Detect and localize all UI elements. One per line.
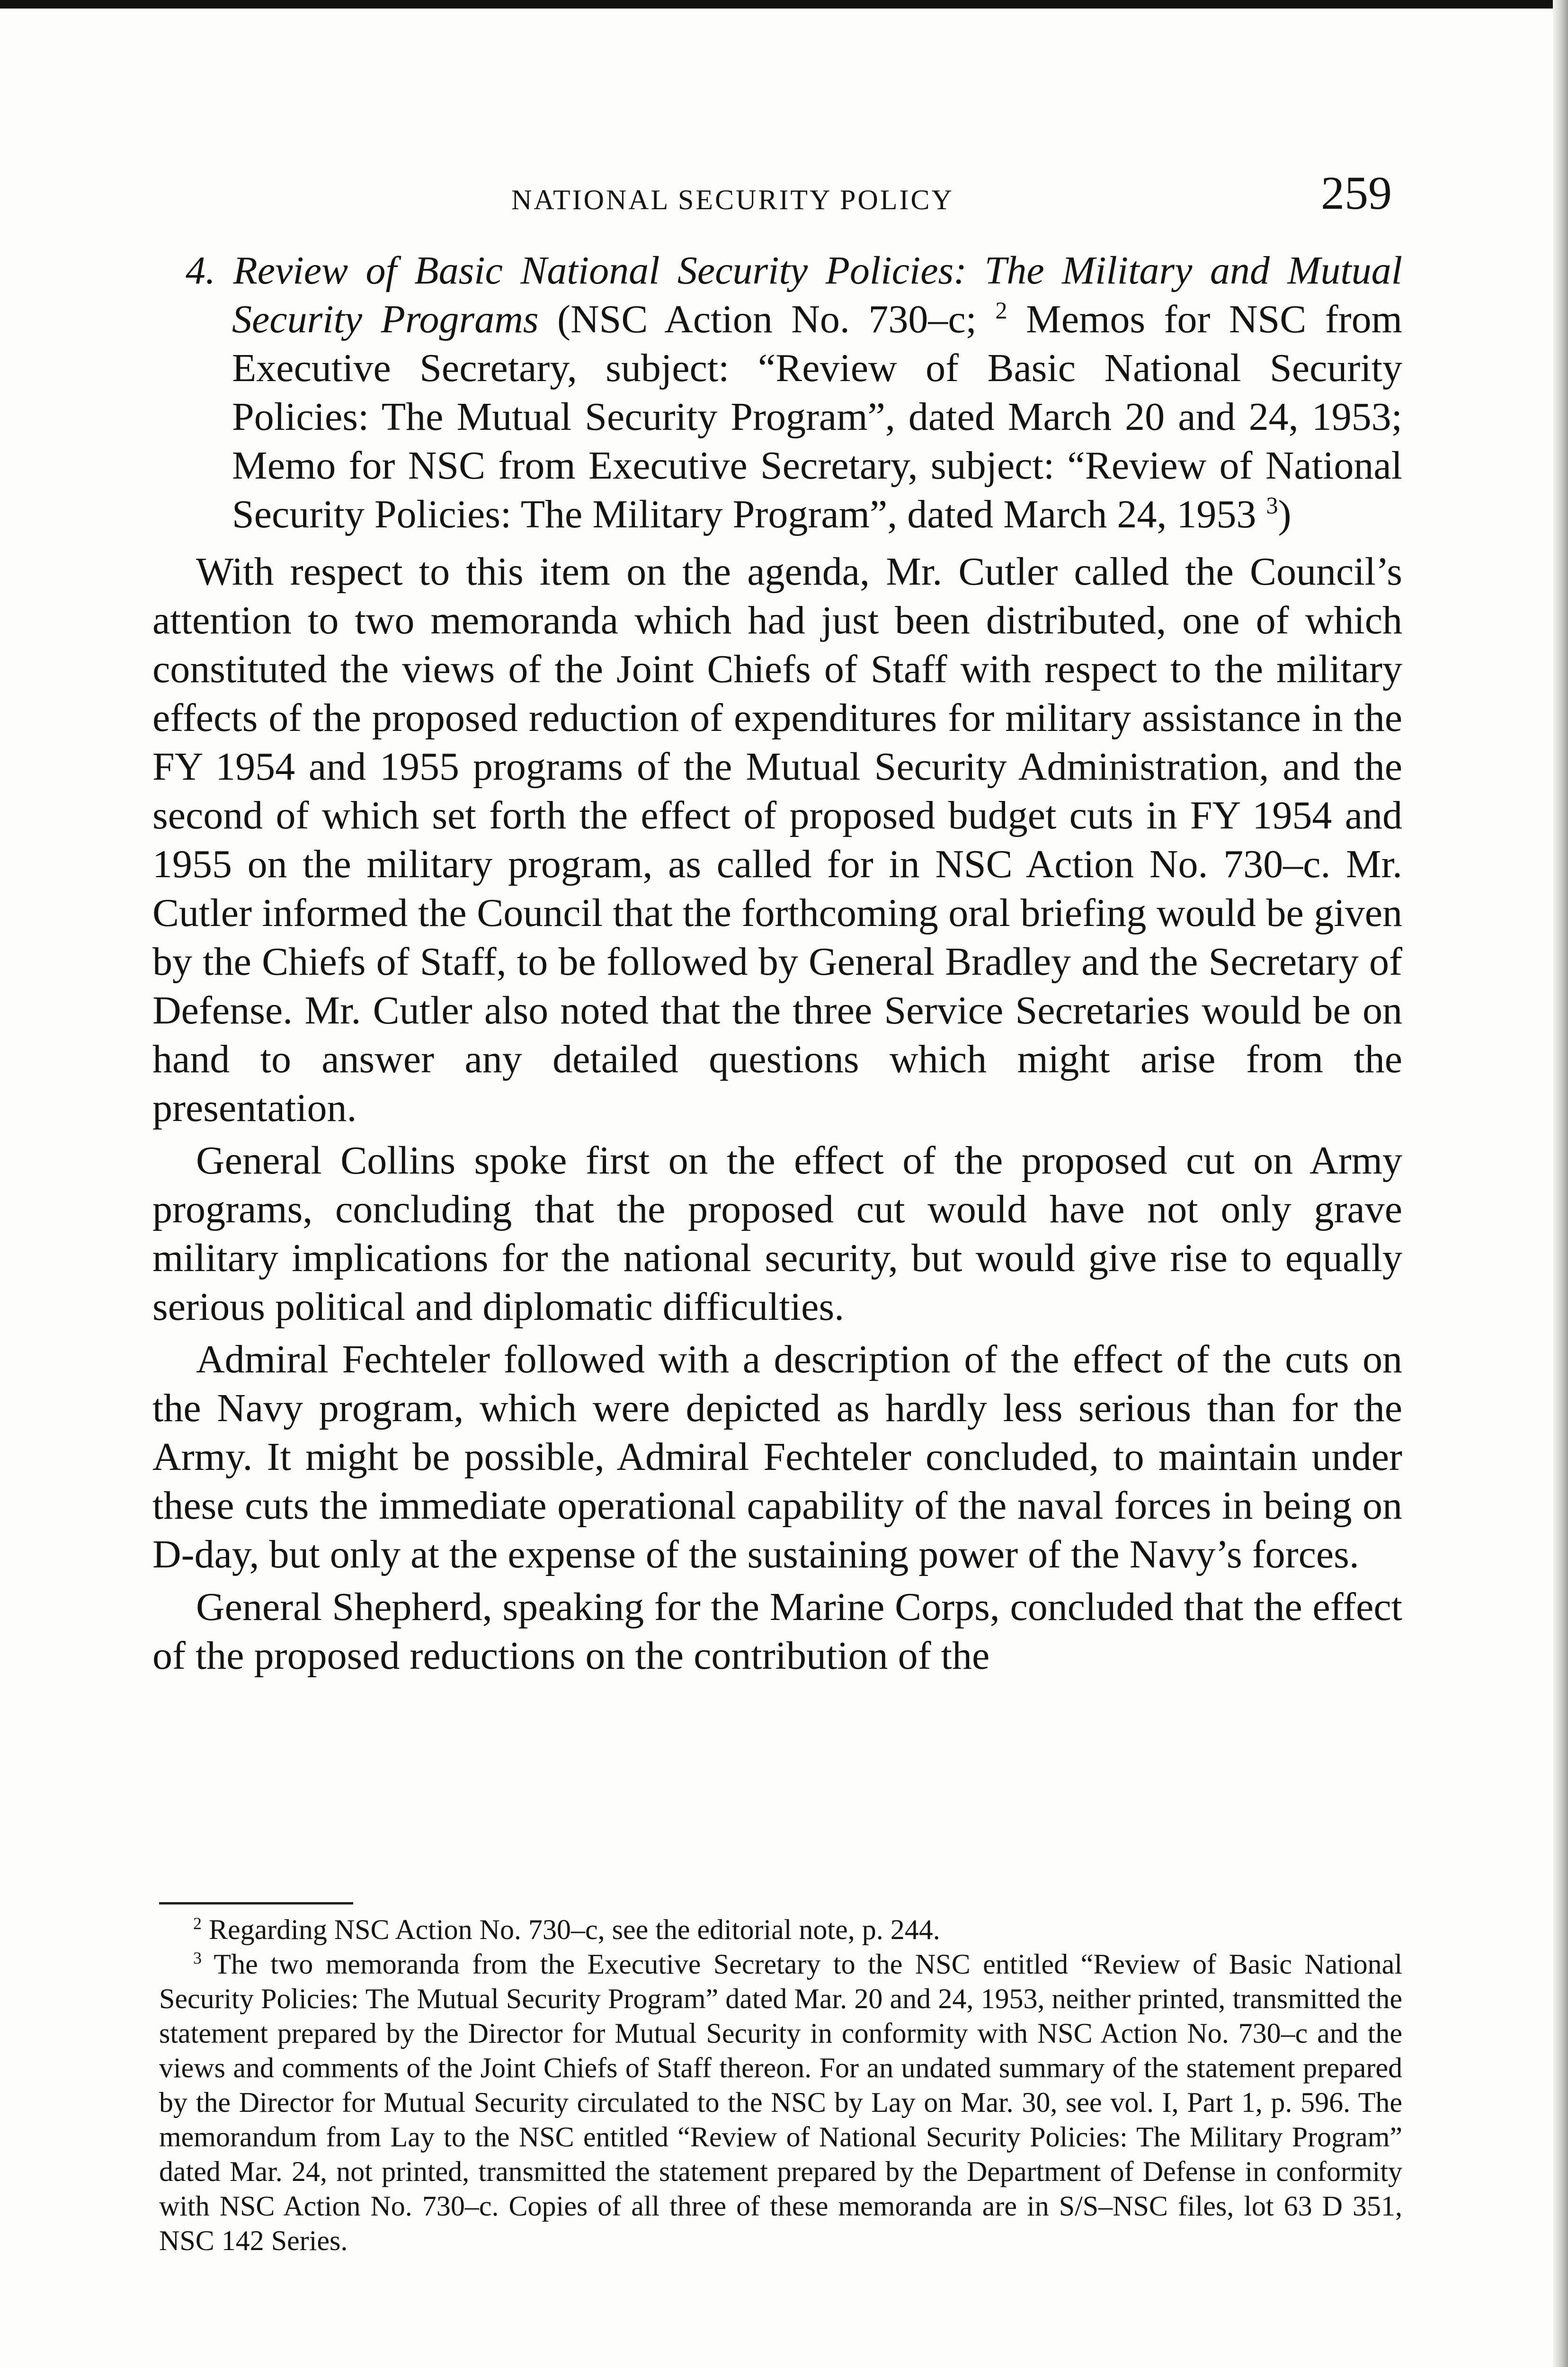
footnote-text: Regarding NSC Action No. 730–c, see the editorial note, p. 244. — [202, 1914, 940, 1945]
paragraph-collins: General Collins spoke first on the effect of the proposed cut on Army programs, concluding that the proposed cut would have not only grave military implications for the national security, but would give rise to equally serious political and diplomatic difficulties. — [152, 1139, 1402, 1329]
footnote-2 — [159, 1913, 1402, 1947]
footnote-marker: 3 — [193, 1949, 202, 1967]
agenda-item-reference-close: ) — [1278, 492, 1292, 536]
paragraph-cutler: With respect to this item on the agenda, Mr. Cutler called the Council’s attention to two memoranda which had just been distributed, one of which constituted the views of the Joint Chiefs of Staff with respect to the military effects of the proposed reduction of expenditures for military assistance in the FY 1954 and 1955 programs of the Mutual Security Administration, and the second of which set forth the effect of proposed budget cuts in FY 1954 and 1955 on the military program, as called for in NSC Action No. 730–c. Mr. Cutler informed the Council that the forthcoming oral briefing would be given by the Chiefs of Staff, to be followed by General Bradley and the Secretary of Defense. Mr. Cutler also noted that the three Service Secretaries would be on hand to answer any detailed questions which might arise from the presentation. — [152, 550, 1402, 1130]
footnote-marker: 2 — [193, 1914, 202, 1933]
scan-binding-edge — [1553, 0, 1568, 2367]
agenda-item-title: Review of Basic National Security Policies: The Military and Mutual Security Programs — [232, 249, 1402, 341]
paragraph-shepherd: General Shepherd, speaking for the Marine Corps, concluded that the effect of the proposed reductions on the contribution of the — [152, 1585, 1402, 1678]
footnote-3 — [159, 1947, 1402, 2258]
scan-top-edge — [0, 0, 1568, 9]
running-head: NATIONAL SECURITY POLICY — [511, 184, 954, 215]
footnotes — [159, 1913, 1402, 2258]
paragraph-fechteler: Admiral Fechteler followed with a description of the effect of the cuts on the Navy program, which were depicted as hardly less serious than for the Army. It might be possible, Admiral Fechteler concluded, to maintain under these cuts the immediate operational capability of the naval forces in being on D-day, but only at the expense of the sustaining power of the Navy’s forces. — [152, 1337, 1402, 1576]
body-text — [152, 246, 1402, 1684]
agenda-item-number: 4. — [186, 249, 215, 293]
footnote-reference-2: 2 — [995, 297, 1007, 324]
footnote-divider — [159, 1902, 353, 1904]
page-number: 259 — [1321, 167, 1392, 219]
agenda-item-reference-middle: Memos for NSC from Executive Secretary, subject: “Review of Basic National Security Policies: The Mutual Security Program”, dated March 20 and 24, 1953; Memo for NSC from Executive Secretary, subject: “Review of National Security Policies: The Military Program”, dated March 24, 1953 — [232, 297, 1402, 536]
footnote-reference-3: 3 — [1266, 492, 1278, 519]
footnote-text: The two memoranda from the Executive Secretary to the NSC entitled “Review of Basic National Security Policies: The Mutual Security Program” dated Mar. 20 and 24, 1953, neither printed, transmitted the statement prepared by the Director for Mutual Security in conformity with NSC Action No. 730–c and the views and comments of the Joint Chiefs of Staff thereon. For an undated summary of the statement prepared by the Director for Mutual Security circulated to the NSC by Lay on Mar. 30, see vol. I, Part 1, p. 596. The memorandum from Lay to the NSC entitled “Review of National Security Policies: The Military Program” dated Mar. 24, not printed, transmitted the statement prepared by the Department of Defense in conformity with NSC Action No. 730–c. Copies of all three of these memoranda are in S/S–NSC files, lot 63 D 351, NSC 142 Series. — [159, 1949, 1402, 2256]
agenda-item-reference-open: (NSC Action No. 730–c; — [538, 297, 996, 341]
agenda-item — [152, 246, 1402, 539]
